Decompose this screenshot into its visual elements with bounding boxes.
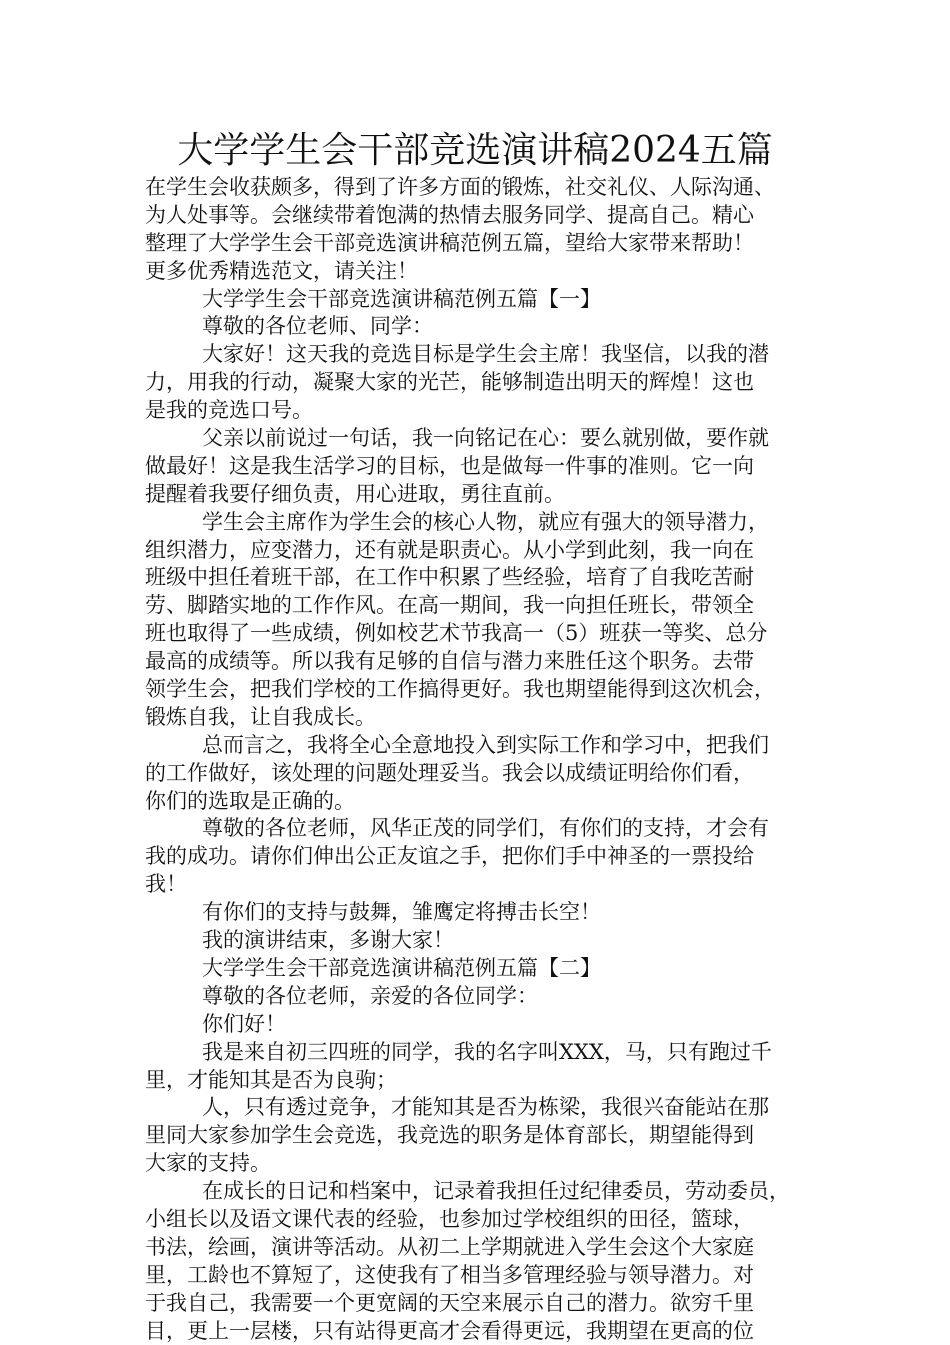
text-line: 尊敬的各位老师，亲爱的各位同学： xyxy=(202,983,538,1008)
text-line: 更多优秀精选范文，请关注！ xyxy=(145,258,418,283)
text-line: 在成长的日记和档案中，记录着我担任过纪律委员，劳动委员， xyxy=(202,1179,790,1204)
text-line: 为人处事等。会继续带着饱满的热情去服务同学、提高自己。精心 xyxy=(145,202,754,227)
text-line: 大学学生会干部竞选演讲稿范例五篇【二】 xyxy=(202,955,601,980)
text-line: 最高的成绩等。所以我有足够的自信与潜力来胜任这个职务。去带 xyxy=(145,649,754,674)
text-line: 里，工龄也不算短了，这使我有了相当多管理经验与领导潜力。对 xyxy=(145,1262,754,1287)
text-line: 班级中担任着班干部，在工作中积累了些经验，培育了自我吃苦耐 xyxy=(145,565,754,590)
text-line: 锻炼自我，让自我成长。 xyxy=(145,704,376,729)
document-title: 大学学生会干部竞选演讲稿2024五篇 xyxy=(177,130,773,171)
text-line: 学生会主席作为学生会的核心人物，就应有强大的领导潜力， xyxy=(202,509,769,534)
text-line: 于我自己，我需要一个更宽阔的天空来展示自己的潜力。欲穷千里 xyxy=(145,1290,754,1315)
text-line: 目，更上一层楼，只有站得更高才会看得更远，我期望在更高的位 xyxy=(145,1318,754,1343)
text-line: 做最好！这是我生活学习的目标，也是做每一件事的准则。它一向 xyxy=(145,453,754,478)
text-line: 你们的选取是正确的。 xyxy=(145,788,355,813)
text-line: 劳、脚踏实地的工作作风。在高一期间，我一向担任班长，带领全 xyxy=(145,593,754,618)
text-line: 力，用我的行动，凝聚大家的光芒，能够制造出明天的辉煌！这也 xyxy=(145,370,754,395)
text-line: 你们好！ xyxy=(202,1011,286,1036)
text-line: 在学生会收获颇多，得到了许多方面的锻炼，社交礼仪、人际沟通、 xyxy=(145,175,775,199)
text-line: 人，只有透过竞争，才能知其是否为栋梁，我很兴奋能站在那 xyxy=(202,1095,769,1120)
text-line: 小组长以及语文课代表的经验，也参加过学校组织的田径，篮球， xyxy=(145,1206,754,1231)
text-line: 领学生会，把我们学校的工作搞得更好。我也期望能得到这次机会， xyxy=(145,677,775,702)
text-line: 尊敬的各位老师、同学： xyxy=(202,314,433,339)
text-line: 我！ xyxy=(145,872,187,897)
text-line: 整理了大学学生会干部竞选演讲稿范例五篇，望给大家带来帮助！ xyxy=(145,230,754,255)
text-line: 我的成功。请你们伸出公正友谊之手，把你们手中神圣的一票投给 xyxy=(145,844,754,869)
text-line: 的工作做好，该处理的问题处理妥当。我会以成绩证明给你们看， xyxy=(145,760,754,785)
text-line: 有你们的支持与鼓舞，雏鹰定将搏击长空！ xyxy=(202,900,601,925)
text-line: 班也取得了一些成绩，例如校艺术节我高一（5）班获一等奖、总分 xyxy=(145,621,768,646)
text-line: 大家的支持。 xyxy=(145,1151,271,1176)
text-line: 是我的竞选口号。 xyxy=(145,398,313,423)
text-line: 我是来自初三四班的同学，我的名字叫XXX，马，只有跑过千 xyxy=(202,1039,772,1064)
text-line: 大学学生会干部竞选演讲稿范例五篇【一】 xyxy=(202,286,601,311)
text-line: 里同大家参加学生会竞选，我竞选的职务是体育部长，期望能得到 xyxy=(145,1123,754,1148)
document-body xyxy=(145,174,825,1345)
text-line: 里，才能知其是否为良驹； xyxy=(145,1067,397,1092)
text-line: 尊敬的各位老师，风华正茂的同学们，有你们的支持，才会有 xyxy=(202,816,769,841)
text-line: 总而言之，我将全心全意地投入到实际工作和学习中，把我们 xyxy=(202,732,769,757)
text-line: 提醒着我要仔细负责，用心进取，勇往直前。 xyxy=(145,481,565,506)
text-line: 我的演讲结束，多谢大家！ xyxy=(202,928,454,953)
text-line: 书法，绘画，演讲等活动。从初二上学期就进入学生会这个大家庭 xyxy=(145,1234,754,1259)
text-line: 组织潜力，应变潜力，还有就是职责心。从小学到此刻，我一向在 xyxy=(145,537,754,562)
text-line: 大家好！这天我的竞选目标是学生会主席！我坚信，以我的潜 xyxy=(202,342,769,367)
text-line: 父亲以前说过一句话，我一向铭记在心：要么就别做，要作就 xyxy=(202,426,769,451)
